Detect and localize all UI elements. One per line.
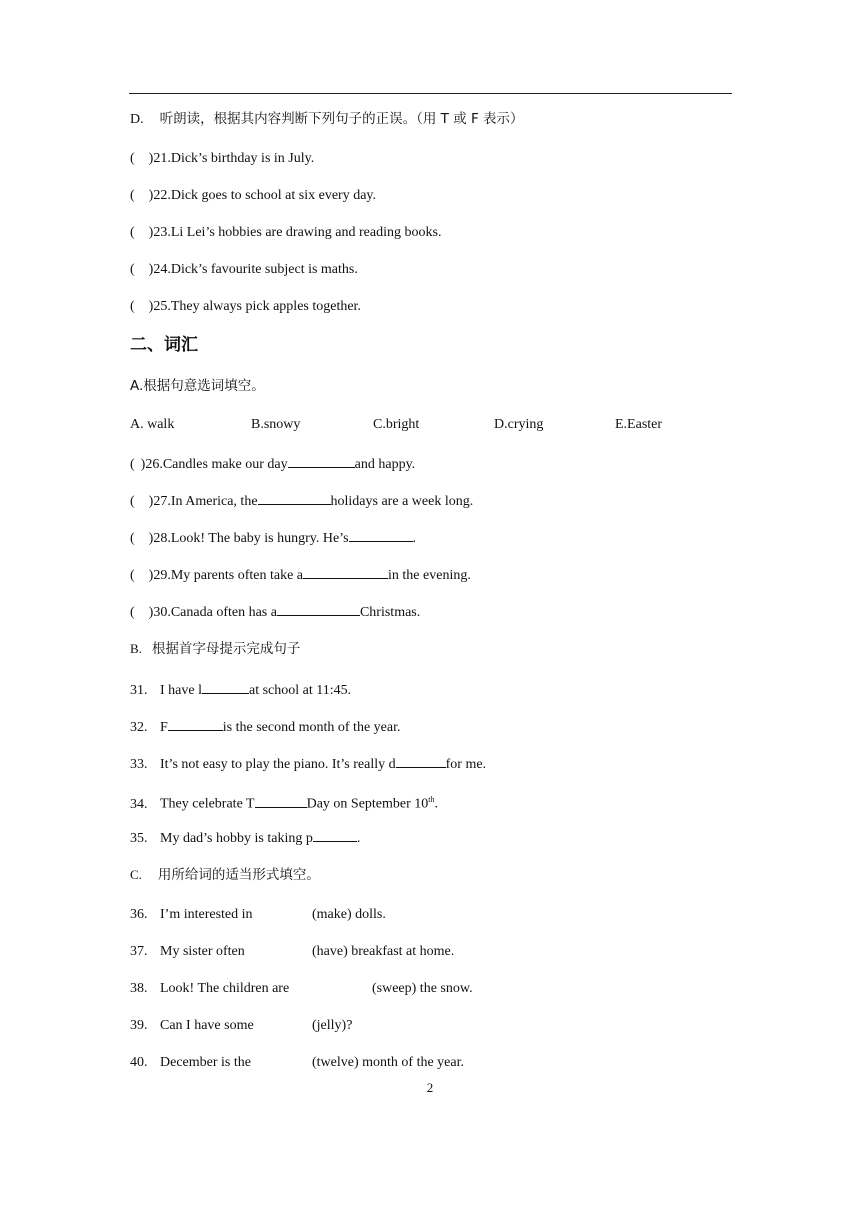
part-b-heading [130, 640, 300, 659]
list-item: 33. It’s not easy to play the piano. It’s really d for me. [130, 754, 486, 774]
list-item: ( )27.In America, the holidays are a week long. [130, 491, 473, 511]
page-number: 2 [426, 1080, 434, 1095]
answer-blank[interactable] [349, 528, 413, 542]
answer-blank[interactable] [396, 754, 446, 768]
list-item: 34. They celebrate T Day on September 10th. [130, 795, 439, 812]
option-d: D.crying [494, 417, 544, 432]
list-item: ( )28.Look! The baby is hungry. He’s . [130, 528, 416, 548]
option-c: C.bright [373, 417, 420, 432]
list-item: ( )25.They always pick apples together. [130, 299, 361, 314]
answer-blank[interactable] [303, 565, 388, 579]
list-item: 37. My sister often (have) breakfast at home. [130, 944, 455, 959]
option-e: E.Easter [615, 417, 663, 432]
part-c-heading [130, 866, 320, 885]
list-item: 39. Can I have some (jelly)? [130, 1018, 353, 1033]
section-d-instruction: 听朗读，根据其内容判断下列句子的正误。（用 T 或 F 表示） [159, 111, 524, 127]
answer-blank[interactable] [255, 794, 307, 808]
list-item: 36. I’m interested in (make) dolls. [130, 907, 386, 922]
part-c-letter: C. [130, 867, 142, 882]
part-a-instruction: A.根据句意选词填空。 [130, 378, 265, 394]
list-item: ( )24.Dick’s favourite subject is maths. [130, 262, 358, 277]
section-d-heading [130, 110, 524, 129]
list-item: 40. December is the (twelve) month of the year. [130, 1055, 465, 1070]
option-b: B.snowy [251, 417, 301, 432]
header-rule [129, 93, 732, 94]
part-c-instruction: 用所给词的适当形式填空。 [157, 867, 320, 883]
section-d-letter: D. [130, 112, 144, 127]
list-item: 35. My dad’s hobby is taking p . [130, 828, 360, 848]
answer-blank[interactable] [202, 680, 249, 694]
list-item: ( )22.Dick goes to school at six every day. [130, 188, 376, 203]
list-item: ( )23.Li Lei’s hobbies are drawing and reading books. [130, 225, 442, 240]
part2-title: 二、词汇 [130, 335, 198, 355]
list-item: ( )30.Canada often has a Christmas. [130, 602, 420, 622]
list-item: ( )26.Candles make our day and happy. [130, 454, 415, 474]
answer-blank[interactable] [258, 491, 331, 505]
answer-blank[interactable] [313, 828, 357, 842]
list-item: 32. F is the second month of the year. [130, 717, 400, 737]
list-item: 38. Look! The children are (sweep) the snow. [130, 981, 473, 996]
list-item: 31. I have l at school at 11:45. [130, 680, 351, 700]
answer-blank[interactable] [168, 717, 223, 731]
answer-blank[interactable] [277, 602, 360, 616]
part-b-letter: B. [130, 641, 142, 656]
part-b-instruction: 根据首字母提示完成句子 [151, 641, 301, 657]
list-item: ( )21.Dick’s birthday is in July. [130, 151, 315, 166]
answer-blank[interactable] [288, 454, 355, 468]
option-a: A. walk [130, 417, 175, 432]
list-item: ( )29.My parents often take a in the evening. [130, 565, 471, 585]
